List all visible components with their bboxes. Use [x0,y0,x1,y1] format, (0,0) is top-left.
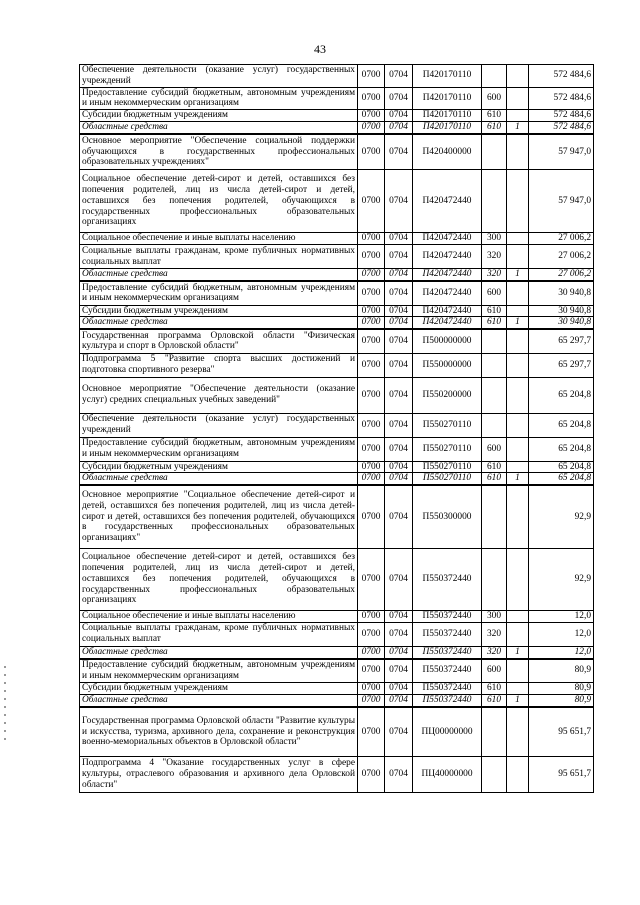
row-source-code [507,329,529,353]
row-target-article-code: П550372440 [413,694,482,706]
row-amount: 80,9 [529,683,594,695]
row-name-cell: Социальное обеспечение детей-сирот и детей, оставшихся без попечения родителей, лиц из числа детей-сирот и детей, оставшихся без попечения родителей, обучающихся в государственных профессиональных образовательных организациях [80,170,358,233]
table-row [80,622,594,646]
table-row [80,281,594,305]
row-target-article-code: ПЦ40000000 [413,757,482,793]
row-amount: 80,9 [529,694,594,706]
row-target-article-code: П550372440 [413,646,482,658]
row-subsection-code: 0704 [385,646,413,658]
row-subsection-code: 0704 [385,87,413,110]
row-section-code: 0700 [358,281,385,305]
row-source-code [507,437,529,461]
row-subsection-code: 0704 [385,233,413,245]
row-subsection-code: 0704 [385,461,413,473]
row-name-cell: Государственная программа Орловской области "Развитие культуры и искусства, туризма, архивного дела, сохранение и реконструкция военно-мемориальных объектов в Орловской области" [80,707,358,757]
row-name-cell: Областные средства [80,121,358,133]
row-expense-type-code [482,757,507,793]
row-source-code [507,610,529,622]
row-section-code: 0700 [358,329,385,353]
row-subsection-code: 0704 [385,329,413,353]
row-expense-type-code [482,329,507,353]
row-subsection-code: 0704 [385,473,413,485]
row-source-code: 1 [507,317,529,329]
row-target-article-code: П550270110 [413,461,482,473]
row-amount: 92,9 [529,485,594,548]
row-source-code [507,622,529,646]
row-expense-type-code [482,65,507,88]
row-source-code [507,170,529,233]
row-section-code: 0700 [358,413,385,437]
row-name-cell: Предоставление субсидий бюджетным, автономным учреждениям и иным некоммерческим организациям [80,281,358,305]
row-name-cell: Субсидии бюджетным учреждениям [80,305,358,317]
row-section-code: 0700 [358,757,385,793]
row-source-code [507,548,529,610]
table-row [80,317,594,329]
row-section-code: 0700 [358,622,385,646]
row-name-cell: Областные средства [80,646,358,658]
table-row [80,548,594,610]
row-source-code [507,65,529,88]
row-amount: 65 297,7 [529,329,594,353]
row-amount: 27 006,2 [529,233,594,245]
row-amount: 572 484,6 [529,87,594,110]
row-expense-type-code [482,485,507,548]
row-target-article-code: П420472440 [413,305,482,317]
table-row [80,473,594,485]
row-name-cell: Социальное обеспечение детей-сирот и детей, оставшихся без попечения родителей, лиц из числа детей-сирот и детей, оставшихся без попечения родителей, обучающихся в государственных профессиональных образовательных организациях [80,548,358,610]
row-subsection-code: 0704 [385,622,413,646]
row-section-code: 0700 [358,305,385,317]
row-expense-type-code: 600 [482,87,507,110]
row-expense-type-code: 320 [482,269,507,281]
row-target-article-code: П420400000 [413,134,482,170]
table-row [80,437,594,461]
row-amount: 80,9 [529,659,594,683]
row-target-article-code: П420170110 [413,121,482,133]
row-name-cell: Субсидии бюджетным учреждениям [80,683,358,695]
budget-table [79,64,594,793]
table-row [80,413,594,437]
row-target-article-code: П420472440 [413,233,482,245]
row-name-cell: Социальное обеспечение и иные выплаты населению [80,610,358,622]
row-section-code: 0700 [358,461,385,473]
row-expense-type-code: 610 [482,461,507,473]
row-source-code: 1 [507,646,529,658]
page-number: 43 [314,42,326,56]
row-section-code: 0700 [358,65,385,88]
row-source-code [507,353,529,377]
row-amount: 95 651,7 [529,707,594,757]
row-target-article-code: П420472440 [413,281,482,305]
row-subsection-code: 0704 [385,65,413,88]
row-target-article-code: П550270110 [413,413,482,437]
row-amount: 12,0 [529,610,594,622]
row-section-code: 0700 [358,233,385,245]
row-expense-type-code [482,170,507,233]
row-expense-type-code: 300 [482,610,507,622]
row-amount: 65 204,8 [529,473,594,485]
row-source-code [507,683,529,695]
row-name-cell: Социальное обеспечение и иные выплаты населению [80,233,358,245]
table-row [80,121,594,133]
row-section-code: 0700 [358,353,385,377]
row-section-code: 0700 [358,110,385,122]
row-source-code [507,134,529,170]
row-subsection-code: 0704 [385,281,413,305]
row-target-article-code: П550000000 [413,353,482,377]
row-amount: 27 006,2 [529,269,594,281]
row-source-code [507,87,529,110]
row-name-cell: Обеспечение деятельности (оказание услуг) государственных учреждений [80,413,358,437]
row-expense-type-code: 320 [482,646,507,658]
row-name-cell: Обеспечение деятельности (оказание услуг) государственных учреждений [80,65,358,88]
row-subsection-code: 0704 [385,305,413,317]
row-expense-type-code [482,413,507,437]
row-section-code: 0700 [358,646,385,658]
row-source-code [507,245,529,269]
row-name-cell: Основное мероприятие "Социальное обеспечение детей-сирот и детей, оставшихся без попечения родителей, лиц из числа детей-сирот и детей, оставшихся без попечения родителей, обучающихся в государственных профессиональных образовательных организациях" [80,485,358,548]
row-target-article-code: ПЦ00000000 [413,707,482,757]
row-target-article-code: П420472440 [413,170,482,233]
row-amount: 572 484,6 [529,110,594,122]
row-subsection-code: 0704 [385,134,413,170]
row-section-code: 0700 [358,694,385,706]
row-subsection-code: 0704 [385,683,413,695]
row-expense-type-code: 610 [482,121,507,133]
row-name-cell: Областные средства [80,317,358,329]
row-expense-type-code [482,353,507,377]
row-target-article-code: П550372440 [413,683,482,695]
row-amount: 65 204,8 [529,461,594,473]
row-expense-type-code [482,707,507,757]
row-source-code [507,707,529,757]
row-target-article-code: П550270110 [413,473,482,485]
row-name-cell: Социальные выплаты гражданам, кроме публичных нормативных социальных выплат [80,245,358,269]
row-name-cell: Областные средства [80,694,358,706]
table-row [80,694,594,706]
table-row [80,683,594,695]
row-source-code [507,485,529,548]
row-target-article-code: П550372440 [413,622,482,646]
table-row [80,461,594,473]
table-row [80,659,594,683]
table-row [80,377,594,413]
row-amount: 65 204,8 [529,413,594,437]
row-name-cell: Социальные выплаты гражданам, кроме публичных нормативных социальных выплат [80,622,358,646]
row-name-cell: Предоставление субсидий бюджетным, автономным учреждениям и иным некоммерческим организациям [80,659,358,683]
row-amount: 572 484,6 [529,121,594,133]
row-section-code: 0700 [358,610,385,622]
row-section-code: 0700 [358,683,385,695]
row-section-code: 0700 [358,245,385,269]
row-section-code: 0700 [358,134,385,170]
row-subsection-code: 0704 [385,413,413,437]
row-source-code [507,110,529,122]
row-amount: 57 947,0 [529,134,594,170]
row-section-code: 0700 [358,437,385,461]
row-target-article-code: П420170110 [413,65,482,88]
row-subsection-code: 0704 [385,170,413,233]
row-source-code [507,757,529,793]
row-subsection-code: 0704 [385,110,413,122]
row-source-code [507,233,529,245]
row-amount: 27 006,2 [529,245,594,269]
row-section-code: 0700 [358,707,385,757]
row-subsection-code: 0704 [385,269,413,281]
row-source-code: 1 [507,121,529,133]
row-expense-type-code [482,548,507,610]
row-amount: 572 484,6 [529,65,594,88]
row-expense-type-code: 610 [482,305,507,317]
row-name-cell: Государственная программа Орловской области "Физическая культура и спорт в Орловской области" [80,329,358,353]
row-amount: 12,0 [529,646,594,658]
row-target-article-code: П550372440 [413,610,482,622]
table-row [80,269,594,281]
row-source-code [507,377,529,413]
row-source-code [507,281,529,305]
table-row [80,646,594,658]
row-section-code: 0700 [358,87,385,110]
row-amount: 65 204,8 [529,437,594,461]
row-section-code: 0700 [358,121,385,133]
row-target-article-code: П550372440 [413,548,482,610]
row-source-code: 1 [507,694,529,706]
row-name-cell: Предоставление субсидий бюджетным, автономным учреждениям и иным некоммерческим организациям [80,437,358,461]
row-section-code: 0700 [358,269,385,281]
row-subsection-code: 0704 [385,659,413,683]
row-expense-type-code: 600 [482,437,507,461]
table-row [80,610,594,622]
row-subsection-code: 0704 [385,437,413,461]
row-subsection-code: 0704 [385,707,413,757]
table-row [80,757,594,793]
row-subsection-code: 0704 [385,548,413,610]
row-name-cell: Подпрограмма 4 "Оказание государственных услуг в сфере культуры, отраслевого образования и архивного дела Орловской области" [80,757,358,793]
row-target-article-code: П420170110 [413,87,482,110]
row-name-cell: Субсидии бюджетным учреждениям [80,461,358,473]
table-row [80,134,594,170]
row-expense-type-code: 320 [482,245,507,269]
row-target-article-code: П420472440 [413,317,482,329]
row-amount: 30 940,8 [529,305,594,317]
row-expense-type-code [482,377,507,413]
table-row [80,353,594,377]
row-section-code: 0700 [358,659,385,683]
row-expense-type-code: 300 [482,233,507,245]
row-expense-type-code [482,134,507,170]
row-amount: 65 297,7 [529,353,594,377]
row-name-cell: Областные средства [80,473,358,485]
row-target-article-code: П420472440 [413,245,482,269]
row-subsection-code: 0704 [385,694,413,706]
row-source-code [507,659,529,683]
row-subsection-code: 0704 [385,377,413,413]
row-target-article-code: П550200000 [413,377,482,413]
row-name-cell: Основное мероприятие "Обеспечение социальной поддержки обучающихся в государственных профессиональных образовательных учреждениях" [80,134,358,170]
table-row [80,110,594,122]
table-row [80,707,594,757]
row-name-cell: Предоставление субсидий бюджетным, автономным учреждениям и иным некоммерческим организациям [80,87,358,110]
row-name-cell: Основное мероприятие "Обеспечение деятельности (оказание услуг) средних специальных учебных заведений" [80,377,358,413]
table-row [80,245,594,269]
row-expense-type-code: 610 [482,694,507,706]
row-section-code: 0700 [358,548,385,610]
row-name-cell: Субсидии бюджетным учреждениям [80,110,358,122]
row-target-article-code: П550270110 [413,437,482,461]
row-name-cell: Областные средства [80,269,358,281]
table-row [80,305,594,317]
row-name-cell: Подпрограмма 5 "Развитие спорта высших достижений и подготовка спортивного резерва" [80,353,358,377]
table-row [80,170,594,233]
table-row [80,65,594,88]
row-subsection-code: 0704 [385,757,413,793]
row-target-article-code: П420472440 [413,269,482,281]
row-target-article-code: П420170110 [413,110,482,122]
row-subsection-code: 0704 [385,245,413,269]
row-expense-type-code: 600 [482,281,507,305]
row-source-code [507,413,529,437]
row-section-code: 0700 [358,485,385,548]
row-target-article-code: П500000000 [413,329,482,353]
row-subsection-code: 0704 [385,610,413,622]
row-amount: 30 940,8 [529,281,594,305]
row-source-code [507,305,529,317]
row-source-code: 1 [507,269,529,281]
row-section-code: 0700 [358,473,385,485]
row-expense-type-code: 610 [482,683,507,695]
row-expense-type-code: 610 [482,317,507,329]
row-subsection-code: 0704 [385,353,413,377]
row-target-article-code: П550300000 [413,485,482,548]
table-row [80,329,594,353]
row-expense-type-code: 610 [482,110,507,122]
table-row [80,485,594,548]
row-expense-type-code: 610 [482,473,507,485]
row-subsection-code: 0704 [385,317,413,329]
row-section-code: 0700 [358,170,385,233]
row-amount: 12,0 [529,622,594,646]
table-row [80,87,594,110]
scan-margin-marks [4,660,10,746]
row-section-code: 0700 [358,317,385,329]
budget-table-body [80,65,594,793]
row-amount: 92,9 [529,548,594,610]
row-subsection-code: 0704 [385,485,413,548]
row-expense-type-code: 320 [482,622,507,646]
row-source-code [507,461,529,473]
row-amount: 65 204,8 [529,377,594,413]
row-section-code: 0700 [358,377,385,413]
row-expense-type-code: 600 [482,659,507,683]
row-target-article-code: П550372440 [413,659,482,683]
row-subsection-code: 0704 [385,121,413,133]
table-row [80,233,594,245]
row-amount: 30 940,8 [529,317,594,329]
row-amount: 57 947,0 [529,170,594,233]
row-source-code: 1 [507,473,529,485]
row-amount: 95 651,7 [529,757,594,793]
